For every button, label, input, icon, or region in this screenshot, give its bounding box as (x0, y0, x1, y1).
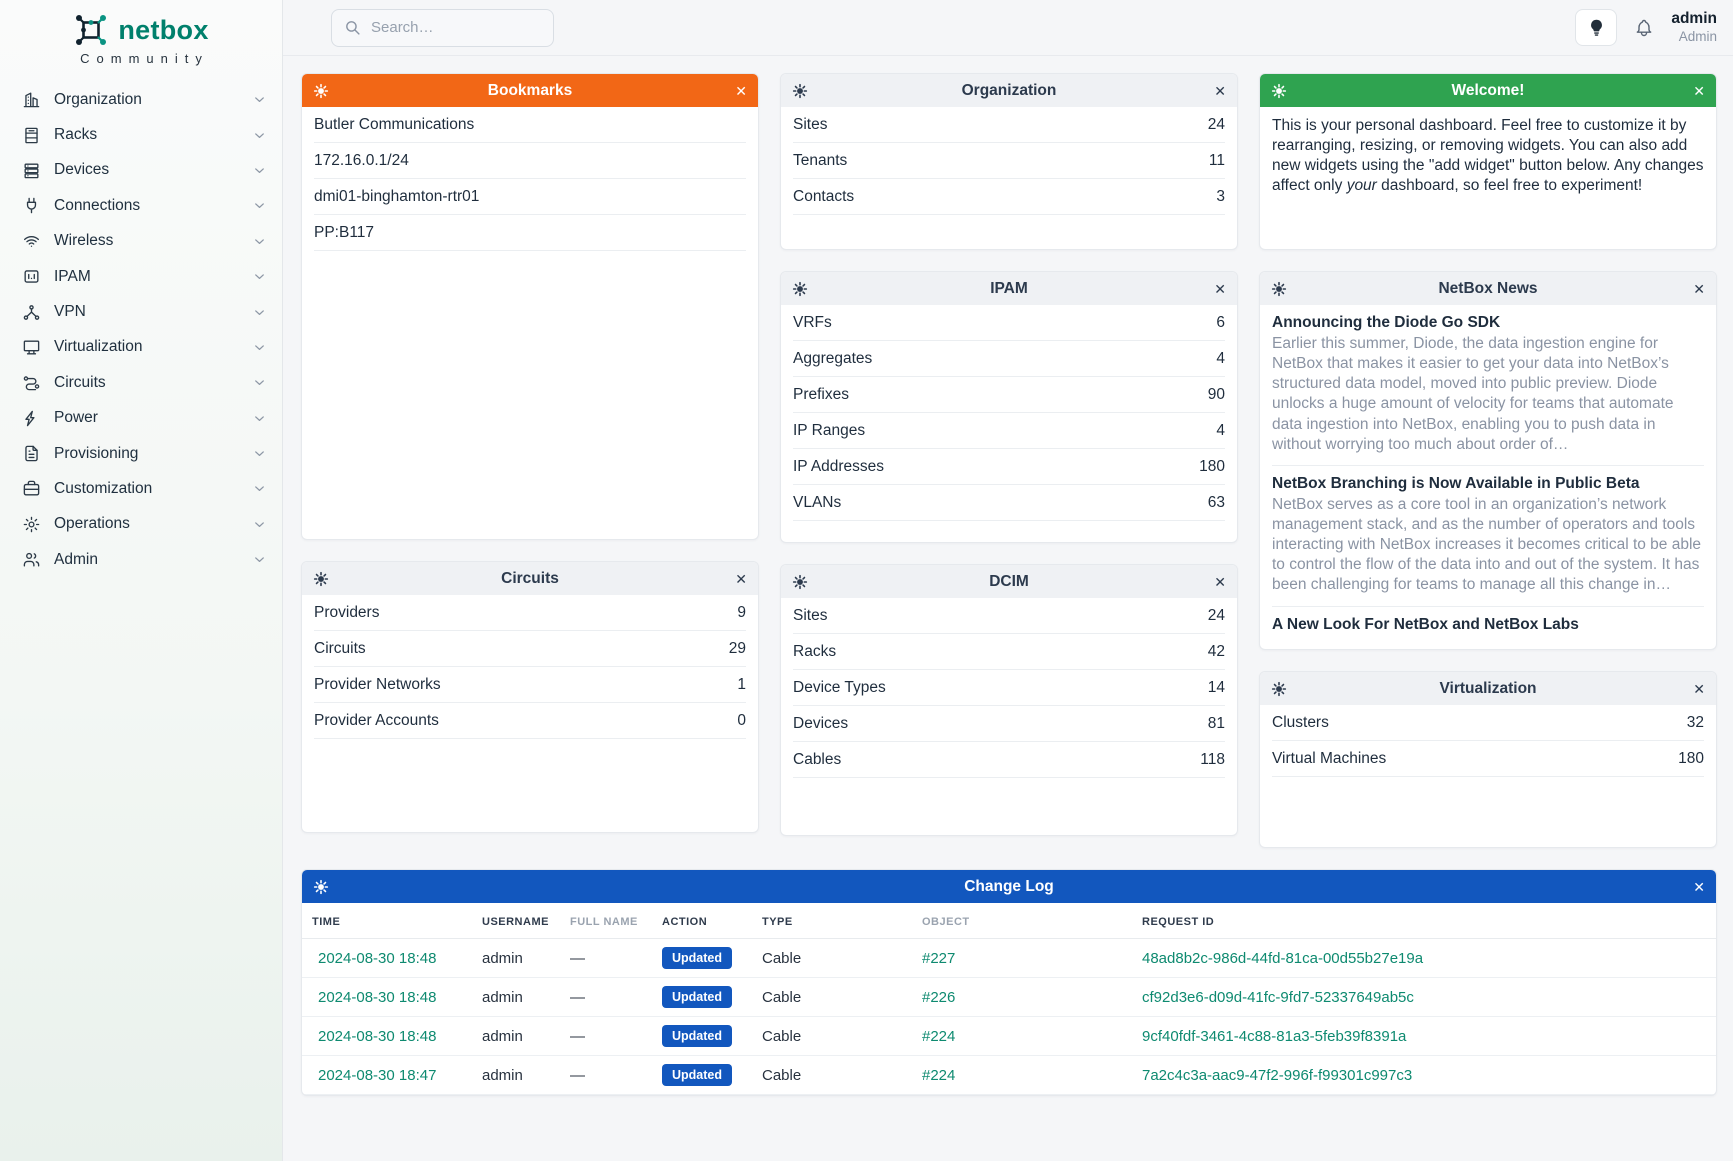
netbox-logo-icon (73, 12, 109, 48)
change-type: Cable (752, 1056, 912, 1095)
column-header: TYPE (752, 903, 912, 939)
stat-label[interactable]: Racks (793, 642, 837, 660)
change-object-link[interactable]: #226 (922, 988, 956, 1006)
stat-row (793, 634, 1225, 670)
sidebar-item-label: VPN (54, 303, 86, 321)
sidebar-item-label: Connections (54, 196, 141, 214)
news-item-title[interactable]: Announcing the Diode Go SDK (1272, 314, 1501, 331)
sidebar-item[interactable] (0, 294, 282, 329)
stat-value[interactable]: 24 (1207, 115, 1225, 133)
chevron-down-icon (252, 198, 267, 213)
change-full-name: — (560, 1017, 652, 1056)
stat-label[interactable]: Aggregates (793, 349, 873, 367)
change-type: Cable (752, 939, 912, 978)
gear-icon[interactable] (1271, 83, 1287, 99)
stat-label[interactable]: Sites (793, 606, 828, 624)
close-icon[interactable]: ✕ (1693, 82, 1705, 99)
stat-label[interactable]: Provider Accounts (314, 711, 439, 729)
gear-icon[interactable] (792, 281, 808, 297)
stat-value[interactable]: 24 (1207, 606, 1225, 624)
gear-icon[interactable] (313, 83, 329, 99)
sidebar-item-icon (22, 373, 41, 392)
sidebar-item-icon (22, 90, 41, 109)
stat-label[interactable]: Prefixes (793, 385, 849, 403)
gear-icon[interactable] (313, 879, 329, 895)
change-full-name: — (560, 1056, 652, 1095)
chevron-down-icon (252, 481, 267, 496)
stat-label[interactable]: Clusters (1272, 713, 1329, 731)
sidebar-item-label: Power (54, 409, 98, 427)
stat-row (314, 631, 746, 667)
sidebar-item[interactable] (0, 365, 282, 400)
chevron-down-icon (252, 269, 267, 284)
stat-label[interactable]: Device Types (793, 678, 886, 696)
brand-subtitle: Community (80, 51, 209, 66)
column-header: FULL NAME (560, 903, 652, 939)
stat-value[interactable]: 3 (1216, 187, 1225, 205)
topbar (283, 0, 1733, 56)
search-box (331, 9, 554, 47)
widget-circuits (301, 561, 759, 833)
close-icon[interactable]: ✕ (1693, 878, 1705, 895)
close-icon[interactable]: ✕ (1214, 82, 1226, 99)
change-time-link[interactable]: 2024-08-30 18:47 (318, 1066, 437, 1084)
sidebar-item[interactable] (0, 542, 282, 577)
stat-label[interactable]: VLANs (793, 493, 842, 511)
widget-organization (780, 73, 1238, 250)
widget-virtualization (1259, 671, 1717, 848)
gear-icon[interactable] (1271, 281, 1287, 297)
action-badge: Updated (662, 947, 732, 969)
stat-row (793, 341, 1225, 377)
change-type: Cable (752, 1017, 912, 1056)
column-header: ACTION (652, 903, 752, 939)
widget-welcome (1259, 73, 1717, 250)
sidebar-item-label: Circuits (54, 373, 106, 391)
sidebar-item-icon (22, 161, 41, 180)
widget-title: Change Log (964, 877, 1054, 895)
stat-row (1272, 741, 1704, 777)
gear-icon[interactable] (1271, 681, 1287, 697)
sidebar-item-label: IPAM (54, 267, 91, 285)
stat-value[interactable]: 1 (737, 675, 746, 693)
widget-title: Welcome! (1451, 81, 1525, 99)
chevron-down-icon (252, 92, 267, 107)
stat-row (314, 667, 746, 703)
stat-row (1272, 705, 1704, 741)
bookmark-item[interactable]: dmi01-binghamton-rtr01 (314, 179, 746, 215)
stat-row (793, 377, 1225, 413)
sidebar-item-icon (22, 444, 41, 463)
widget-title: Circuits (501, 569, 559, 587)
change-username: admin (472, 978, 560, 1017)
stat-row (793, 305, 1225, 341)
action-badge: Updated (662, 1064, 732, 1086)
stat-row (314, 595, 746, 631)
change-log-row (302, 1017, 1716, 1056)
chevron-down-icon (252, 517, 267, 532)
user-name: admin (1671, 10, 1717, 28)
stat-row (793, 670, 1225, 706)
sidebar-item-icon (22, 409, 41, 428)
sidebar-item-label: Customization (54, 479, 153, 497)
bookmark-item[interactable]: PP:B117 (314, 215, 746, 251)
stat-value[interactable]: 42 (1207, 642, 1225, 660)
sidebar-item[interactable] (0, 82, 282, 117)
stat-value[interactable]: 180 (1199, 457, 1225, 475)
sidebar-item-icon (22, 479, 41, 498)
stat-row (793, 143, 1225, 179)
user-menu[interactable] (1671, 10, 1717, 44)
sidebar-item-icon (22, 126, 41, 145)
stat-row (793, 485, 1225, 521)
sidebar-nav (0, 82, 282, 577)
sidebar-item[interactable] (0, 436, 282, 471)
news-item-title[interactable]: NetBox Branching is Now Available in Public Beta (1272, 474, 1640, 492)
sidebar-item[interactable] (0, 188, 282, 223)
sidebar-item-icon (22, 515, 41, 534)
widget-title: Virtualization (1439, 679, 1537, 697)
close-icon[interactable]: ✕ (1693, 280, 1705, 297)
change-time-link[interactable]: 2024-08-30 18:48 (318, 949, 437, 967)
sidebar-item[interactable] (0, 330, 282, 365)
bookmark-item[interactable]: 172.16.0.1/24 (314, 143, 746, 179)
search-icon (344, 19, 361, 36)
change-username: admin (472, 1017, 560, 1056)
sidebar-item-label: Devices (54, 161, 110, 179)
gear-icon[interactable] (792, 574, 808, 590)
sidebar-item[interactable] (0, 153, 282, 188)
sidebar-item-icon (22, 550, 41, 569)
change-time-link[interactable]: 2024-08-30 18:48 (318, 988, 437, 1006)
change-type: Cable (752, 978, 912, 1017)
stat-row (793, 706, 1225, 742)
stat-row (793, 449, 1225, 485)
change-username: admin (472, 1056, 560, 1095)
sidebar (0, 0, 283, 1161)
gear-icon[interactable] (313, 571, 329, 587)
stat-value[interactable]: 6 (1216, 313, 1225, 331)
widget-title: Bookmarks (487, 81, 573, 99)
stat-label[interactable]: Provider Networks (314, 675, 441, 693)
sidebar-item-label: Virtualization (54, 338, 143, 356)
stat-row (793, 107, 1225, 143)
news-item (1272, 305, 1704, 466)
chevron-down-icon (252, 375, 267, 390)
stat-value[interactable]: 118 (1200, 750, 1225, 768)
close-icon[interactable]: ✕ (1214, 280, 1226, 297)
column-header: REQUEST ID (1132, 903, 1716, 939)
sidebar-item-label: Wireless (54, 232, 114, 250)
news-item (1272, 607, 1704, 646)
chevron-down-icon (252, 340, 267, 355)
news-item-body: NetBox serves as a core tool in an organization’s network management stack, and as the number of operators and tools interacting with NetBox increases it becomes critical to be able to control the flow of the data into and out of the system. It has been challenging for teams to manage all this change in… (1272, 495, 1702, 594)
widget-title: DCIM (989, 572, 1029, 590)
welcome-text: This is your personal dashboard. Feel free to customize it by rearranging, resizing, or removing widgets. You can also add new widgets using the "add widget" button below. Any changes affect only your dashboard, so feel free to experiment! (1272, 117, 1704, 195)
gear-icon[interactable] (792, 83, 808, 99)
change-log-row (302, 939, 1716, 978)
action-badge: Updated (662, 1025, 732, 1047)
sidebar-item-icon (22, 338, 41, 357)
close-icon[interactable]: ✕ (1214, 573, 1226, 590)
close-icon[interactable]: ✕ (735, 570, 747, 587)
stat-row (793, 179, 1225, 215)
stat-value[interactable]: 0 (737, 711, 746, 729)
sidebar-item[interactable] (0, 259, 282, 294)
sidebar-item-label: Operations (54, 515, 130, 533)
stat-label[interactable]: Cables (793, 750, 842, 768)
chevron-down-icon (252, 552, 267, 567)
request-id-link[interactable]: 7a2c4c3a-aac9-47f2-996f-f99301c997c3 (1142, 1066, 1413, 1084)
sidebar-item-icon (22, 196, 41, 215)
change-log-row (302, 978, 1716, 1017)
sidebar-item-label: Racks (54, 126, 98, 144)
user-role: Admin (1678, 28, 1717, 44)
theme-toggle-button[interactable] (1575, 9, 1617, 46)
request-id-link[interactable]: 48ad8b2c-986d-44fd-81ca-00d55b27e19a (1142, 949, 1424, 967)
chevron-down-icon (252, 234, 267, 249)
news-item (1272, 466, 1704, 607)
change-log-table (302, 903, 1716, 1095)
widget-title: Organization (961, 81, 1057, 99)
widget-bookmarks (301, 73, 759, 540)
change-object-link[interactable]: #227 (922, 949, 956, 967)
stat-label[interactable]: VRFs (793, 313, 832, 331)
stat-label[interactable]: Tenants (793, 151, 848, 169)
sidebar-item[interactable] (0, 507, 282, 542)
sidebar-item-label: Provisioning (54, 444, 139, 462)
stat-label[interactable]: Contacts (793, 187, 855, 205)
chevron-down-icon (252, 411, 267, 426)
widget-netbox-news (1259, 271, 1717, 650)
column-header: TIME (302, 903, 472, 939)
change-object-link[interactable]: #224 (922, 1066, 956, 1084)
stat-value[interactable]: 11 (1208, 151, 1225, 169)
stat-label[interactable]: IP Addresses (793, 457, 885, 475)
column-header: USERNAME (472, 903, 560, 939)
request-id-link[interactable]: 9cf40fdf-3461-4c88-81a3-5feb39f8391a (1142, 1027, 1407, 1045)
widget-title: NetBox News (1438, 279, 1538, 297)
stat-label[interactable]: Virtual Machines (1272, 749, 1387, 767)
stat-value[interactable]: 14 (1207, 678, 1225, 696)
request-id-link[interactable]: cf92d3e6-d09d-41fc-9fd7-52337649ab5c (1142, 988, 1414, 1006)
action-badge: Updated (662, 986, 732, 1008)
news-item-title[interactable]: A New Look For NetBox and NetBox Labs (1272, 615, 1579, 633)
sidebar-item-label: Admin (54, 550, 98, 568)
stat-row (793, 742, 1225, 778)
dashboard (283, 56, 1733, 1096)
stat-value[interactable]: 90 (1207, 385, 1225, 403)
stat-value[interactable]: 9 (737, 603, 746, 621)
bookmark-item[interactable]: Butler Communications (314, 107, 746, 143)
stat-value[interactable]: 32 (1686, 713, 1704, 731)
stat-label[interactable]: Providers (314, 603, 380, 621)
news-item-body: Earlier this summer, Diode, the data ingestion engine for NetBox that makes it easier to get your data into NetBox’s structured data model, moved into public preview. Diode unlocks a huge amount of velocity for teams that automate data ingestion into NetBox, enabling you to push data in without worrying too much about order of… (1272, 335, 1674, 453)
column-header: OBJECT (912, 903, 1132, 939)
stat-label[interactable]: Devices (793, 714, 849, 732)
lightbulb-icon (1587, 18, 1606, 37)
widget-change-log (301, 869, 1717, 1096)
notifications-button[interactable] (1634, 18, 1654, 38)
main-area (283, 0, 1733, 1161)
change-time-link[interactable]: 2024-08-30 18:48 (318, 1027, 437, 1045)
stat-label[interactable]: Sites (793, 115, 828, 133)
stat-value[interactable]: 4 (1216, 349, 1225, 367)
stat-value[interactable]: 63 (1207, 493, 1225, 511)
close-icon[interactable]: ✕ (1693, 680, 1705, 697)
brand-name: netbox (118, 14, 209, 45)
widget-dcim (780, 564, 1238, 836)
stat-row (793, 413, 1225, 449)
logo[interactable] (0, 0, 282, 66)
stat-row (314, 703, 746, 739)
stat-label[interactable]: Circuits (314, 639, 366, 657)
bell-icon (1634, 18, 1654, 38)
sidebar-item-icon (22, 267, 41, 286)
stat-row (793, 598, 1225, 634)
stat-value[interactable]: 180 (1678, 749, 1704, 767)
stat-value[interactable]: 81 (1207, 714, 1225, 732)
close-icon[interactable]: ✕ (735, 82, 747, 99)
sidebar-item[interactable] (0, 224, 282, 259)
search-input[interactable] (371, 19, 541, 36)
sidebar-item[interactable] (0, 117, 282, 152)
stat-value[interactable]: 4 (1216, 421, 1225, 439)
chevron-down-icon (252, 163, 267, 178)
sidebar-item-icon (22, 303, 41, 322)
widget-ipam (780, 271, 1238, 543)
sidebar-item[interactable] (0, 471, 282, 506)
change-full-name: — (560, 939, 652, 978)
widget-title: IPAM (990, 279, 1028, 297)
chevron-down-icon (252, 305, 267, 320)
chevron-down-icon (252, 446, 267, 461)
sidebar-item-label: Organization (54, 90, 142, 108)
chevron-down-icon (252, 128, 267, 143)
change-full-name: — (560, 978, 652, 1017)
change-username: admin (472, 939, 560, 978)
sidebar-item[interactable] (0, 401, 282, 436)
stat-value[interactable]: 29 (728, 639, 746, 657)
change-log-row (302, 1056, 1716, 1095)
sidebar-item-icon (22, 232, 41, 251)
change-object-link[interactable]: #224 (922, 1027, 956, 1045)
stat-label[interactable]: IP Ranges (793, 421, 866, 439)
